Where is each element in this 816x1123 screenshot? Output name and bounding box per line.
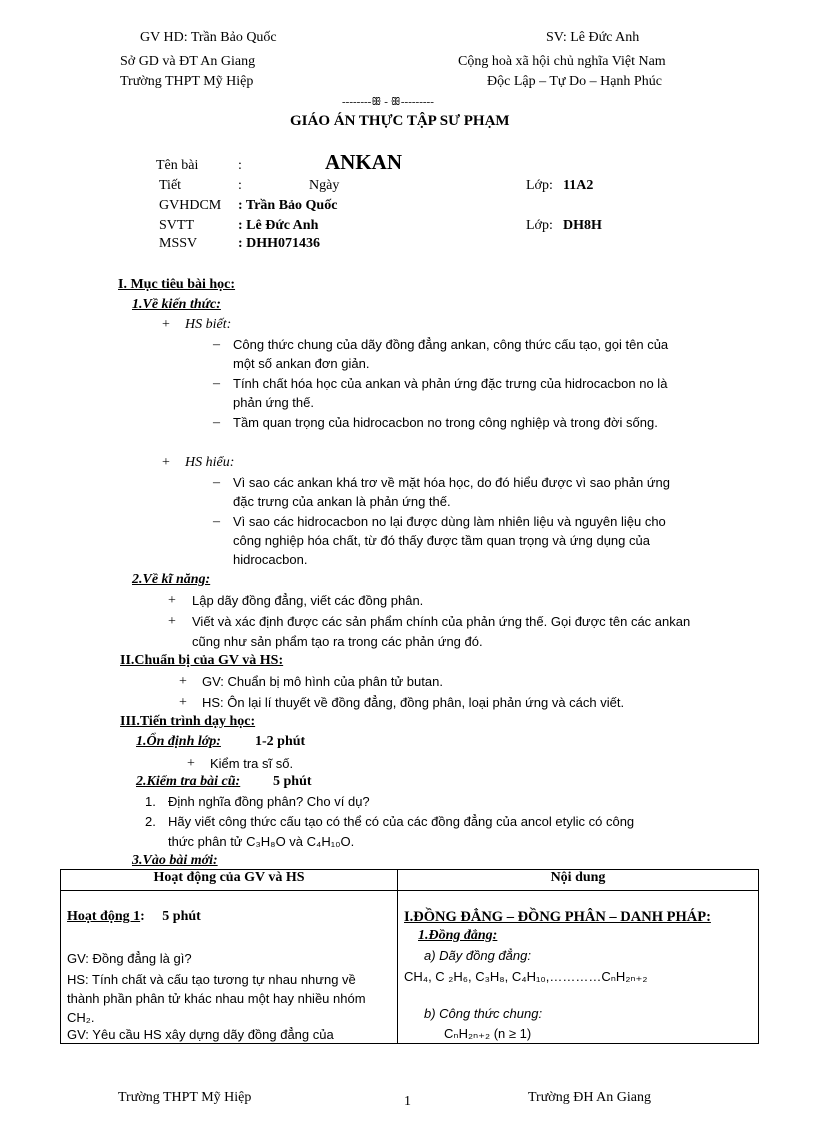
on-dinh-item: Kiểm tra sĩ số. [210,756,294,771]
table-header-content: Nội dung [398,870,759,891]
bullet-plus: + [187,756,195,771]
chuan-bi-item: HS: Ôn lại lí thuyết về đồng đẳng, đồng phân, loại phản ứng và cách viết. [202,695,625,710]
day-dong-dang-label: a) Dãy đồng đẳng: [424,948,531,963]
homologous-series: CH₄, C ₂H₆, C₃H₈, C₄H₁₀,…………CₙH₂ₙ₊₂ [404,969,648,984]
ki-nang-item: Lập dãy đồng đẳng, viết các đồng phân. [192,593,424,608]
header-sv: SV: Lê Đức Anh [546,30,640,45]
gv-request: GV: Yêu cầu HS xây dựng dãy đồng đẳng của [67,1027,334,1042]
bullet-plus: + [179,695,187,710]
cong-thuc-chung-label: b) Công thức chung: [424,1006,543,1021]
activity-time: 5 phút [162,909,201,924]
ten-bai-label: Tên bài [156,158,199,173]
bullet-plus: + [168,614,176,629]
question-2-line1: Hãy viết công thức cấu tạo có thể có của các đồng đẳng của ancol etylic có công [168,814,635,829]
page-number: 1 [404,1094,411,1109]
dash-bullet: – [213,337,220,352]
bullet-plus: + [168,593,176,608]
chuan-bi-item: GV: Chuẩn bị mô hình của phân tử butan. [202,674,443,689]
ki-nang-item: Viết và xác định được các sản phẩm chính của phản ứng thế. Gọi được tên các ankan cũng như sản phẩm tạo ra trong các phản ứng đó. [192,614,691,649]
question-number: 2. [145,814,156,829]
bullet-plus: + [179,674,187,689]
kien-thuc-heading: 1.Về kiến thức: [132,297,221,312]
on-dinh-heading: 1.Ổn định lớp: [136,734,221,749]
vao-bai-heading: 3.Vào bài mới: [132,853,218,868]
question-1: Định nghĩa đồng phân? Cho ví dụ? [168,794,370,809]
activity-colon: : [140,909,145,924]
question-2-line2: thức phân tử C₃H₈O và C₄H₁₀O. [168,834,355,849]
bullet-plus: + [162,455,170,470]
dash-bullet: – [213,376,220,391]
table-header-activities: Hoạt động của GV và HS [61,870,398,891]
header-ornament: --------ꕥ - ꕥ--------- [342,96,434,108]
activity-label: Hoạt động 1 [67,909,141,924]
page-title: GIÁO ÁN THỰC TẬP SƯ PHẠM [290,113,510,129]
header-gvhd: GV HD: Trần Bảo Quốc [140,30,277,45]
hieu-item: Vì sao các ankan khá trơ về mặt hóa học, do đó hiểu được vì sao phản ứng đặc trưng của ankan là phản ứng thế. [233,475,670,509]
dash-bullet: – [213,514,220,529]
biet-item: Tầm quan trọng của hidrocacbon no trong công nghiệp và trong đời sống. [233,415,658,430]
lesson-table [60,869,759,1044]
question-number: 1. [145,794,156,809]
tiet-label: Tiết [159,178,182,193]
footer-left: Trường THPT Mỹ Hiệp [118,1090,252,1105]
header-quoc-hieu: Cộng hoà xã hội chủ nghĩa Việt Nam [458,54,666,69]
section1-heading: I. Mục tiêu bài học: [118,277,236,292]
content-cell [398,891,759,1044]
header-so-gd: Sở GD và ĐT An Giang [120,54,256,69]
svtt-value: : Lê Đức Anh [238,218,319,233]
activities-cell [61,891,398,1044]
dong-dang-heading: 1.Đồng đẳng: [418,928,498,943]
hs-answer: HS: Tính chất và cấu tạo tương tự nhau nhưng về thành phần phân tử khác nhau một hay nhiều nhóm CH₂. [67,972,366,1025]
gvhdcm-label: GVHDCM [159,198,222,213]
mssv-value: : DHH071436 [238,236,321,251]
footer-right: Trường ĐH An Giang [528,1090,651,1105]
content-heading: I.ĐỒNG ĐẲNG – ĐỒNG PHÂN – DANH PHÁP: [404,909,711,925]
gvhdcm-value: : Trần Bảo Quốc [238,198,338,213]
header-tieu-ngu: Độc Lập – Tự Do – Hạnh Phúc [487,74,662,89]
mssv-label: MSSV [159,236,198,251]
on-dinh-time: 1-2 phút [255,734,306,749]
dash-bullet: – [213,415,220,430]
svtt-label: SVTT [159,218,194,233]
kiem-tra-time: 5 phút [273,774,312,789]
bullet-plus: + [162,317,170,332]
lop1-label: Lớp: [526,178,553,193]
lop2-label: Lớp: [526,218,553,233]
lop2-value: DH8H [563,218,602,233]
lop1-value: 11A2 [563,178,594,193]
header-truong: Trường THPT Mỹ Hiệp [120,74,254,89]
tiet-colon: : [238,178,242,193]
general-formula: CₙH₂ₙ₊₂ (n ≥ 1) [444,1026,532,1041]
ki-nang-heading: 2.Về kĩ năng: [132,572,211,587]
ten-bai-colon: : [238,158,242,173]
kiem-tra-heading: 2.Kiểm tra bài cũ: [136,774,241,789]
biet-item: Công thức chung của dãy đồng đẳng ankan, công thức cấu tạo, gọi tên của một số ankan đơn giản. [233,337,669,371]
hieu-item: Vì sao các hidrocacbon no lại được dùng làm nhiên liệu và nguyên liệu cho công nghiệp hóa chất, từ đó thấy được tầm quan trọng và ứng dụng của hidrocacbon. [233,514,666,567]
hs-biet-label: HS biết: [185,317,232,332]
lesson-name: ANKAN [325,150,402,174]
ngay-label: Ngày [309,178,340,193]
section3-heading: III.Tiến trình dạy học: [120,714,256,729]
biet-item: Tính chất hóa học của ankan và phản ứng đặc trưng của hidrocacbon no là phản ứng thế. [233,376,668,410]
gv-question: GV: Đồng đẳng là gì? [67,951,192,966]
hs-hieu-label: HS hiểu: [185,455,235,470]
section2-heading: II.Chuẩn bị của GV và HS: [120,653,284,668]
dash-bullet: – [213,475,220,490]
